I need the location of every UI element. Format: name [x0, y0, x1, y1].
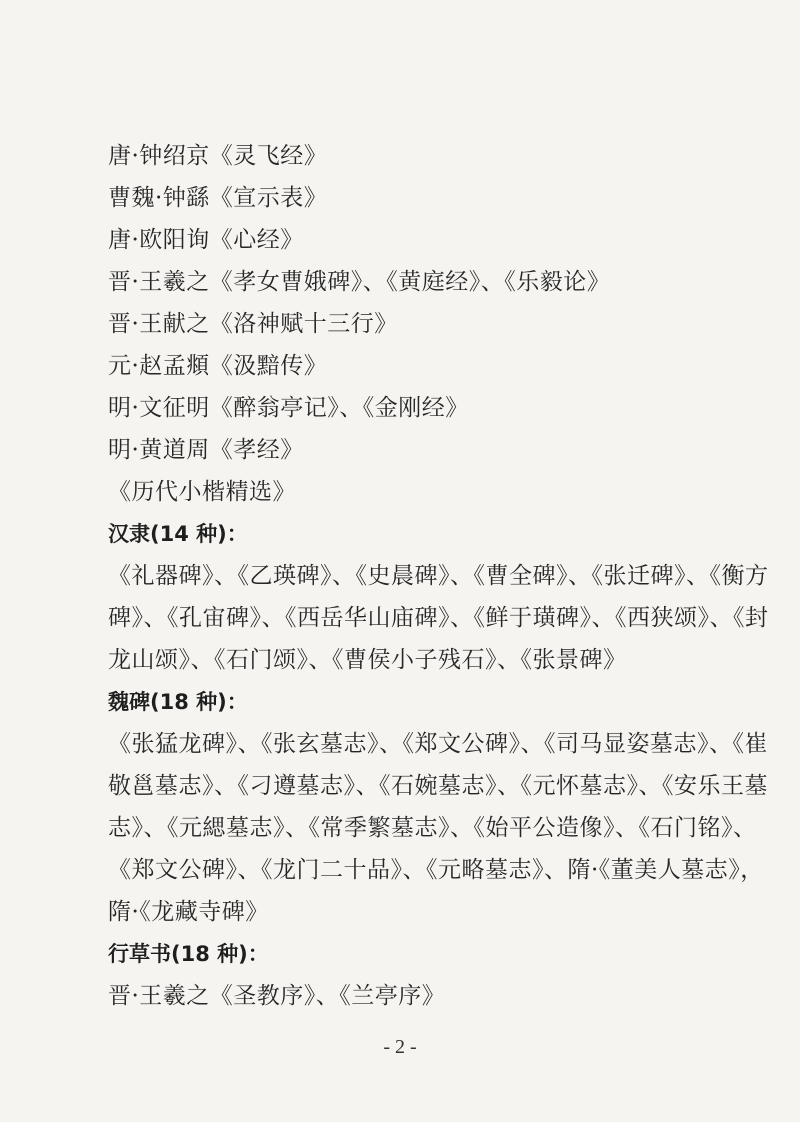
lishu-heading: 汉隶(14 种)： [108, 522, 248, 546]
weibei-line: 敬邕墓志》、《刁遵墓志》、《石婉墓志》、《元怀墓志》、《安乐王墓 [108, 773, 768, 799]
xingcao-item: 晋·王羲之《圣教序》、《兰亭序》 [108, 983, 446, 1009]
kaishu-item: 晋·王献之《洛神赋十三行》 [108, 311, 398, 337]
weibei-line: 《郑文公碑》、《龙门二十品》、《元略墓志》、隋·《董美人墓志》， [108, 857, 764, 883]
lishu-line: 碑》、《孔宙碑》、《西岳华山庙碑》、《鲜于璜碑》、《西狭颂》、《封 [108, 605, 769, 631]
weibei-line: 志》、《元緦墓志》、《常季繁墓志》、《始平公造像》、《石门铭》、 [108, 815, 757, 841]
kaishu-item: 元·赵孟頫《汲黯传》 [108, 353, 328, 379]
weibei-line: 隋·《龙藏寺碑》 [108, 899, 269, 925]
lishu-line: 龙山颂》、《石门颂》、《曹侯小子残石》、《张景碑》 [108, 647, 627, 673]
kaishu-item: 《历代小楷精选》 [108, 479, 296, 505]
kaishu-item: 唐·欧阳询《心经》 [108, 227, 304, 253]
weibei-line: 《张猛龙碑》、《张玄墓志》、《郑文公碑》、《司马显姿墓志》、《崔 [108, 731, 768, 757]
xingcao-heading: 行草书(18 种)： [108, 942, 269, 966]
kaishu-item: 曹魏·钟繇《宣示表》 [108, 185, 328, 211]
kaishu-item: 明·黄道周《孝经》 [108, 437, 304, 463]
page-number: - 2 - [383, 1036, 417, 1058]
weibei-heading: 魏碑(18 种)： [108, 690, 248, 714]
kaishu-item: 晋·王羲之《孝女曹娥碑》、《黄庭经》、《乐毅论》 [108, 269, 611, 295]
kaishu-item: 明·文征明《醉翁亭记》、《金刚经》 [108, 395, 469, 421]
document-content [108, 135, 769, 1017]
kaishu-item: 唐·钟绍京《灵飞经》 [108, 143, 328, 169]
lishu-line: 《礼器碑》、《乙瑛碑》、《史晨碑》、《曹全碑》、《张迁碑》、《衡方 [108, 563, 769, 589]
